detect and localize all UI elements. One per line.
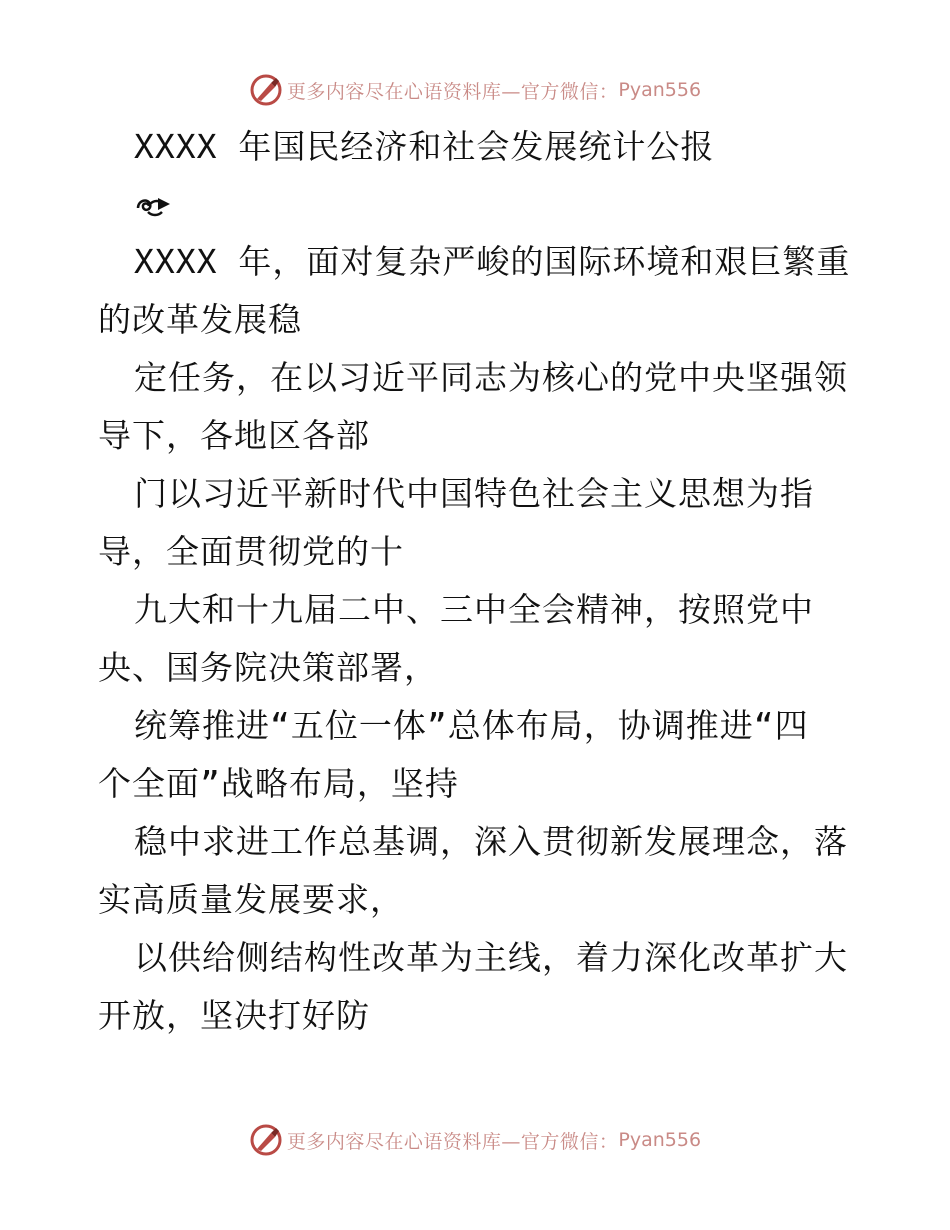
watermark-wechat-id: Pyan556 <box>618 79 702 101</box>
pen-logo-icon <box>249 73 283 107</box>
paragraph-line: 个全面”战略布局，坚持 <box>98 764 459 803</box>
paragraph-line: XXXX 年，面对复杂严峻的国际环境和艰巨繁重 <box>134 242 851 281</box>
pen-logo-icon <box>249 1123 283 1157</box>
paragraph-line: 实高质量发展要求， <box>98 880 404 919</box>
fleuron-ornament-icon <box>134 190 172 220</box>
paragraph-line: 以供给侧结构性改革为主线，着力深化改革扩大 <box>134 938 848 977</box>
paragraph-line: 九大和十九届二中、三中全会精神，按照党中 <box>134 590 814 629</box>
paragraph-line: 开放，坚决打好防 <box>98 996 370 1035</box>
paragraph-line: 导，全面贯彻党的十 <box>98 532 404 571</box>
watermark-banner-bottom <box>0 1120 950 1160</box>
paragraph-line: 央、国务院决策部署， <box>98 648 438 687</box>
paragraph-line: 统筹推进“五位一体”总体布局，协调推进“四 <box>134 706 809 745</box>
watermark-text: 更多内容尽在心语资料库—官方微信： <box>286 1130 619 1153</box>
watermark-text: 更多内容尽在心语资料库—官方微信： <box>286 80 619 103</box>
watermark-wechat-id: Pyan556 <box>618 1129 702 1151</box>
paragraph-line: 稳中求进工作总基调，深入贯彻新发展理念，落 <box>134 822 848 861</box>
paragraph-line: 的改革发展稳 <box>98 300 302 339</box>
watermark-banner-top <box>0 70 950 110</box>
paragraph-line: 门以习近平新时代中国特色社会主义思想为指 <box>134 474 814 513</box>
paragraph-line: 导下，各地区各部 <box>98 416 370 455</box>
document-title: XXXX 年国民经济和社会发展统计公报 <box>134 127 715 166</box>
paragraph-line: 定任务，在以习近平同志为核心的党中央坚强领 <box>134 358 848 397</box>
